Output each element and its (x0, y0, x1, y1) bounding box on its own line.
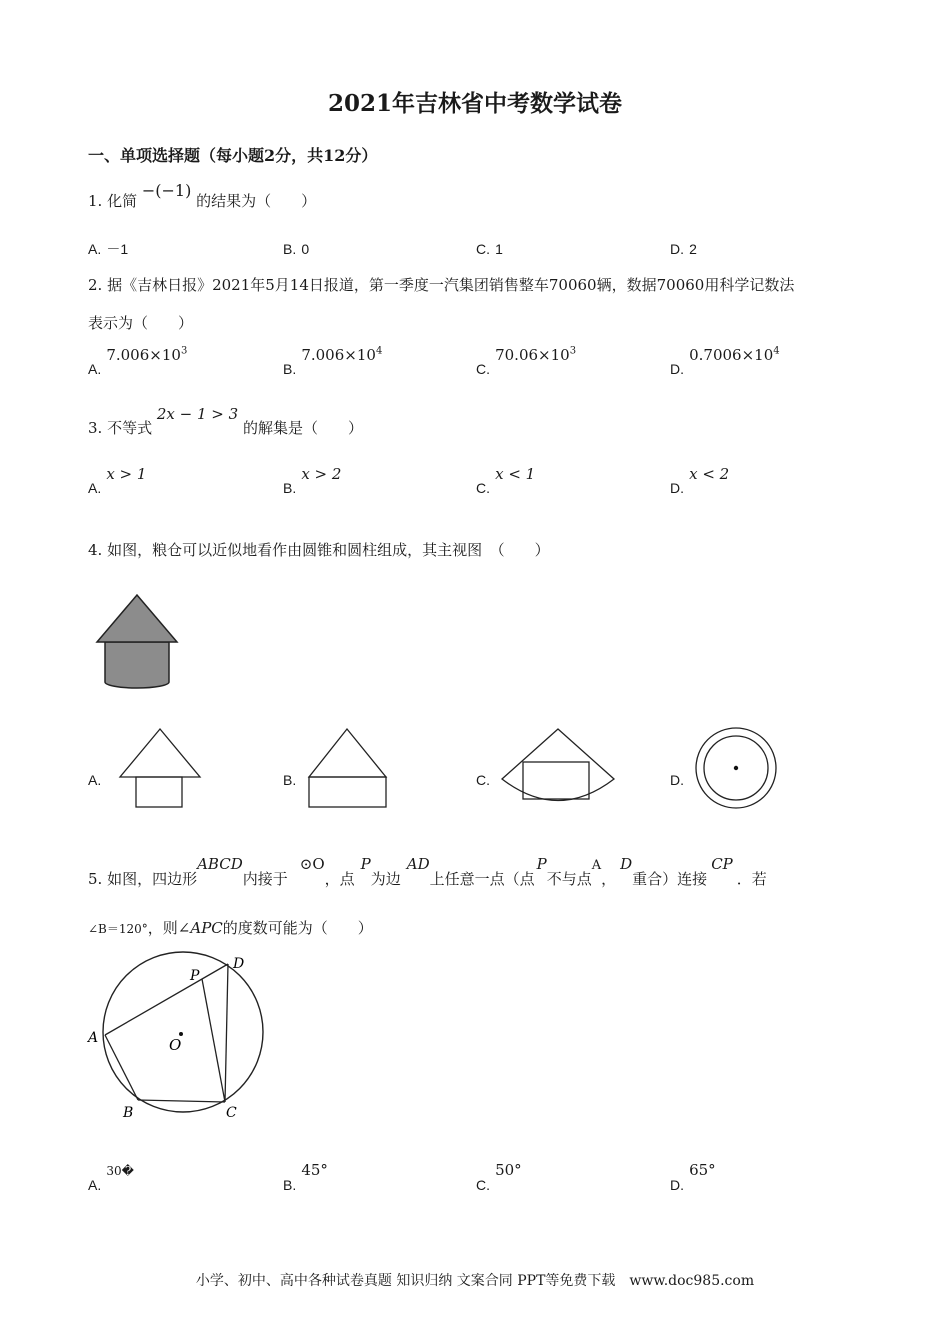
section-heading: 一、单项选择题（每小题2分，共12分） (88, 146, 378, 165)
question-1 (88, 181, 317, 211)
figure-label-a: A (88, 1030, 99, 1046)
q4-option-d-figure (694, 726, 778, 810)
q4-option-b-figure (305, 727, 390, 809)
page-title: 2021年吉林省中考数学试卷 (327, 90, 622, 117)
question-3 (88, 403, 363, 437)
q5-option-c: C. 50° (476, 1161, 522, 1193)
q4-option-a-figure (118, 727, 203, 809)
q2-option-b: B. $7.006\times 10^4$ (283, 345, 383, 377)
q3-option-d: D. x < 2 (670, 465, 730, 496)
figure-label-d: D (233, 956, 245, 972)
figure-label-c: C (226, 1105, 237, 1121)
q1-suffix: 的结果为（ ） (196, 192, 317, 210)
q3-suffix: 的解集是（ ） (242, 419, 363, 437)
figure-label-o: O (169, 1036, 182, 1054)
q2-option-c: C. $70.06\times 10^3$ (476, 345, 577, 377)
q5-option-a: A. 30� (88, 1164, 134, 1193)
question-4: 4. 如图，粮仓可以近似地看作由圆锥和圆柱组成，其主视图 （ ） (88, 541, 550, 559)
q2-option-d: D. $0.7006\times 10^4$ (670, 345, 780, 377)
question-5-line2: ∠B＝120°，则∠APC的度数可能为（ ） (88, 919, 373, 937)
figure-label-b: B (123, 1105, 134, 1121)
q4-option-c-figure (500, 727, 618, 809)
q4-option-b-label: B. (283, 772, 297, 788)
q3-expression: 2x − 1 > 3 (156, 405, 239, 423)
q1-option-a: A. －1 (88, 241, 129, 257)
q4-option-c-label: C. (476, 772, 490, 788)
q3-option-b: B. x > 2 (283, 465, 342, 496)
q1-expression: −(−1) (141, 181, 192, 200)
granary-figure (95, 592, 180, 692)
q1-option-d: D. 2 (670, 241, 697, 257)
q3-prefix: 3. 不等式 (88, 419, 153, 437)
question-2-line2: 表示为（ ） (88, 314, 194, 332)
q2-option-a: A. $7.006\times 10^3$ (88, 345, 188, 377)
q4-option-d-label: D. (670, 772, 684, 788)
q1-option-b: B. 0 (283, 241, 310, 257)
q5-option-b: B. 45° (283, 1161, 328, 1193)
q1-prefix: 1. 化简 (88, 192, 138, 210)
q1-option-c: C. 1 (476, 241, 503, 257)
question-5-line1: 5. 如图，四边形ABCD内接于⊙O，点P为边AD上任意一点（点P不与点A，D重合）连接CP．若 (88, 855, 767, 888)
circle-quadrilateral-figure (85, 950, 275, 1125)
q3-option-a: A. x > 1 (88, 465, 147, 496)
q4-option-a-label: A. (88, 772, 102, 788)
q3-option-c: C. x < 1 (476, 465, 536, 496)
q5-option-d: D. 65° (670, 1161, 716, 1193)
figure-label-p: P (190, 968, 200, 984)
footer-text: 小学、初中、高中各种试卷真题 知识归纳 文案合同 PPT等免费下载 www.doc985.com (195, 1273, 755, 1289)
question-2-line1: 2. 据《吉林日报》2021年5月14日报道，第一季度一汽集团销售整车70060辆，数据70060用科学记数法 (88, 276, 795, 294)
